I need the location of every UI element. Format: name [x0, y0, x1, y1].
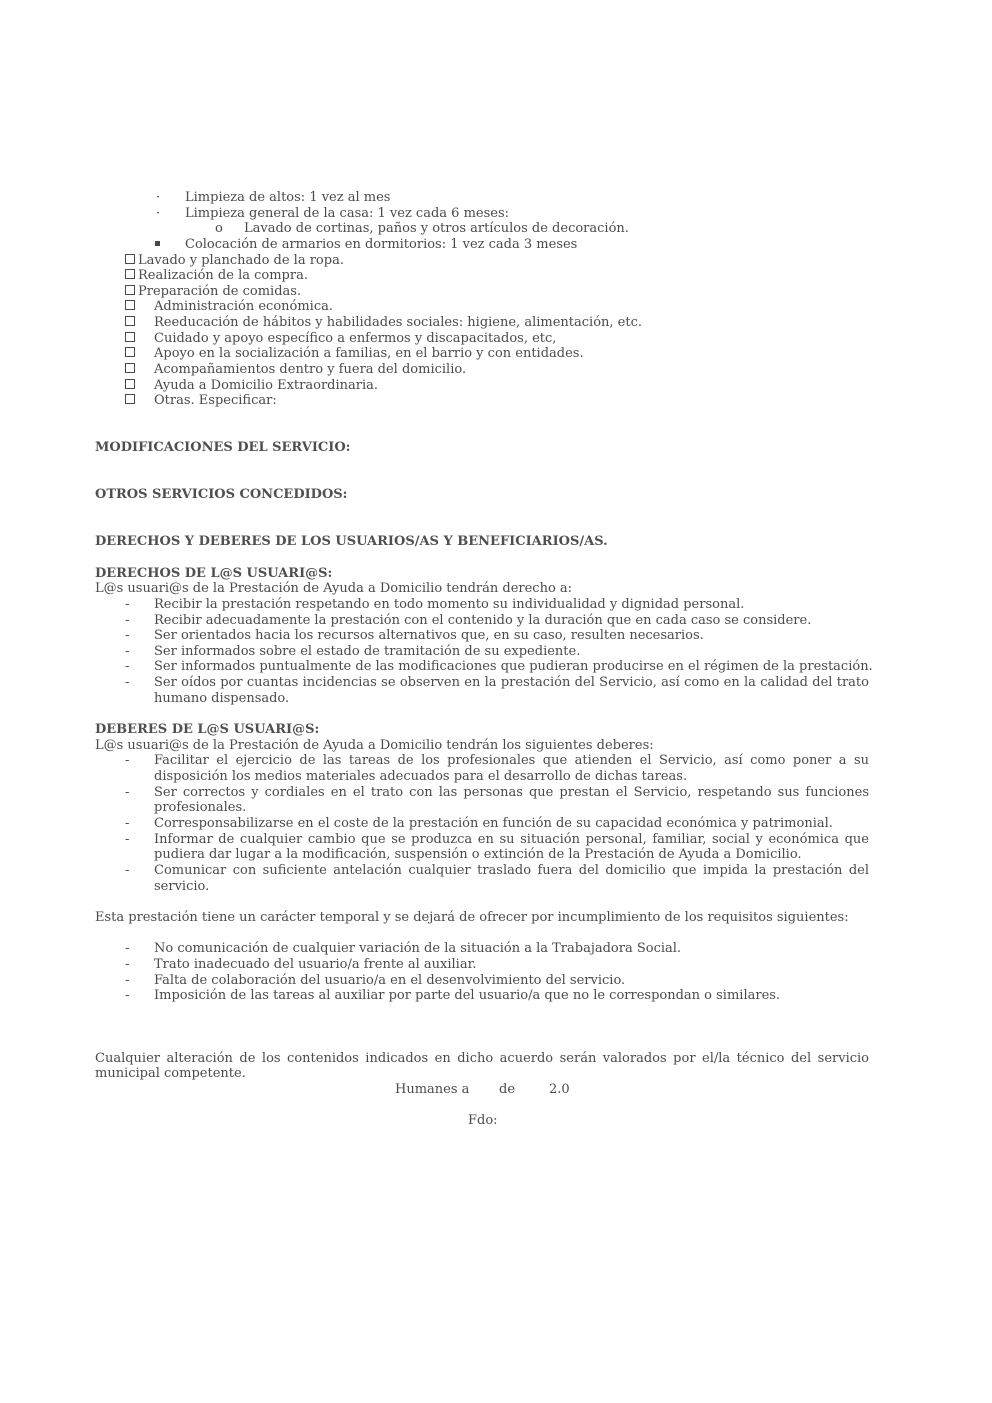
task-bullet-item: Colocación de armarios en dormitorios: 1 vez cada 3 meses [185, 237, 578, 252]
checklist-item: Preparación de comidas. [125, 284, 301, 300]
derecho-item: Ser informados puntualmente de las modificaciones que pudieran producirse en el régimen de la prestación. [154, 659, 873, 674]
checkbox-icon [125, 346, 138, 362]
dash-marker: - [125, 816, 130, 831]
deber-item-continuation: disposición los medios materiales adecuados para el desarrollo de dichas tareas. [154, 769, 688, 784]
dash-marker: - [125, 832, 130, 847]
section-heading-modificaciones: MODIFICACIONES DEL SERVICIO: [95, 440, 351, 455]
checklist-item: Reeducación de hábitos y habilidades sociales: higiene, alimentación, etc. [154, 315, 642, 330]
dash-marker: - [125, 613, 130, 628]
checklist-item: Acompañamientos dentro y fuera del domicilio. [154, 362, 467, 377]
section-heading-derechos-deberes: DERECHOS Y DEBERES DE LOS USUARIOS/AS Y BENEFICIARIOS/AS. [95, 534, 608, 549]
derecho-item: Ser oídos por cuantas incidencias se observen en la prestación del Servicio, así como en la calidad del trato [154, 675, 869, 690]
requisito-item: No comunicación de cualquier variación de la situación a la Trabajadora Social. [154, 941, 682, 956]
deber-item-continuation: profesionales. [154, 800, 247, 815]
checkbox-icon [125, 331, 138, 347]
dash-marker: - [125, 659, 130, 674]
derecho-item: Ser orientados hacia los recursos alternativos que, en su caso, resulten necesarios. [154, 628, 704, 643]
bullet-marker: · [156, 190, 161, 205]
deberes-intro: L@s usuari@s de la Prestación de Ayuda a Domicilio tendrán los siguientes deberes: [95, 738, 654, 753]
bullet-marker: · [156, 206, 161, 221]
task-bullet-item: Limpieza de altos: 1 vez al mes [185, 190, 391, 205]
checkbox-icon [125, 393, 138, 409]
deber-item: Informar de cualquier cambio que se produzca en su situación personal, familiar, social y económica que [154, 832, 869, 847]
section-heading-derechos: DERECHOS DE L@S USUARI@S: [95, 566, 333, 581]
checklist-item: Otras. Especificar: [154, 393, 277, 408]
dash-marker: - [125, 941, 130, 956]
checklist-item: Apoyo en la socialización a familias, en el barrio y con entidades. [154, 346, 584, 361]
derechos-intro: L@s usuari@s de la Prestación de Ayuda a Domicilio tendrán derecho a: [95, 581, 573, 596]
task-bullet-item: Limpieza general de la casa: 1 vez cada 6 meses: [185, 206, 510, 221]
checklist-item: Lavado y planchado de la ropa. [125, 253, 344, 269]
checkbox-icon [125, 269, 135, 279]
deber-item: Facilitar el ejercicio de las tareas de los profesionales que atienden el Servicio, así como poner a su [154, 753, 869, 768]
dash-marker: - [125, 675, 130, 690]
dash-marker: - [125, 973, 130, 988]
deber-item: Comunicar con suficiente antelación cualquier traslado fuera del domicilio que impida la prestación del [154, 863, 869, 878]
requisito-item: Falta de colaboración del usuario/a en el desenvolvimiento del servicio. [154, 973, 626, 988]
place-label: Humanes a [395, 1082, 470, 1097]
dash-marker: - [125, 597, 130, 612]
signature-label: Fdo: [468, 1113, 498, 1128]
deber-item-continuation: pudiera dar lugar a la modificación, suspensión o extinción de la Prestación de Ayuda a Domicilio. [154, 847, 802, 862]
derecho-item: Ser informados sobre el estado de tramitación de su expediente. [154, 644, 581, 659]
checkbox-icon [125, 315, 138, 331]
checklist-item: Administración económica. [154, 299, 334, 314]
derecho-item: Recibir la prestación respetando en todo momento su individualidad y dignidad personal. [154, 597, 745, 612]
checkbox-icon [125, 254, 135, 264]
deber-item: Ser correctos y cordiales en el trato con las personas que prestan el Servicio, respetando sus funciones [154, 785, 869, 800]
temporal-paragraph: Esta prestación tiene un carácter temporal y se dejará de ofrecer por incumplimiento de los requisitos siguientes: [95, 910, 849, 925]
dash-marker: - [125, 644, 130, 659]
checkbox-icon [125, 362, 138, 378]
checklist-item: Cuidado y apoyo específico a enfermos y discapacitados, etc, [154, 331, 557, 346]
section-heading-deberes: DEBERES DE L@S USUARI@S: [95, 722, 320, 737]
dash-marker: - [125, 785, 130, 800]
dash-marker: - [125, 988, 130, 1003]
derecho-item: Recibir adecuadamente la prestación con el contenido y la duración que en cada caso se considere. [154, 613, 812, 628]
checkbox-icon [125, 299, 138, 315]
requisito-item: Imposición de las tareas al auxiliar por parte del usuario/a que no le correspondan o similares. [154, 988, 781, 1003]
checklist-item: Realización de la compra. [125, 268, 308, 284]
derecho-item-continuation: humano dispensado. [154, 691, 290, 706]
section-heading-otros-servicios: OTROS SERVICIOS CONCEDIDOS: [95, 487, 348, 502]
checkbox-icon [125, 378, 138, 394]
square-bullet-icon [155, 237, 160, 253]
deber-item-continuation: servicio. [154, 879, 210, 894]
dash-marker: - [125, 957, 130, 972]
bullet-marker: o [215, 221, 223, 236]
closing-paragraph-continuation: municipal competente. [95, 1066, 246, 1081]
checklist-item: Ayuda a Domicilio Extraordinaria. [154, 378, 379, 393]
requisito-item: Trato inadecuado del usuario/a frente al auxiliar. [154, 957, 477, 972]
closing-paragraph: Cualquier alteración de los contenidos indicados en dicho acuerdo serán valorados por el/la técnico del servicio [95, 1051, 869, 1066]
deber-item: Corresponsabilizarse en el coste de la prestación en función de su capacidad económica y patrimonial. [154, 816, 833, 831]
task-bullet-item: Lavado de cortinas, paños y otros artículos de decoración. [244, 221, 629, 236]
date-year: 2.0 [549, 1082, 570, 1097]
date-connector: de [499, 1082, 516, 1097]
dash-marker: - [125, 863, 130, 878]
dash-marker: - [125, 628, 130, 643]
dash-marker: - [125, 753, 130, 768]
checkbox-icon [125, 285, 135, 295]
